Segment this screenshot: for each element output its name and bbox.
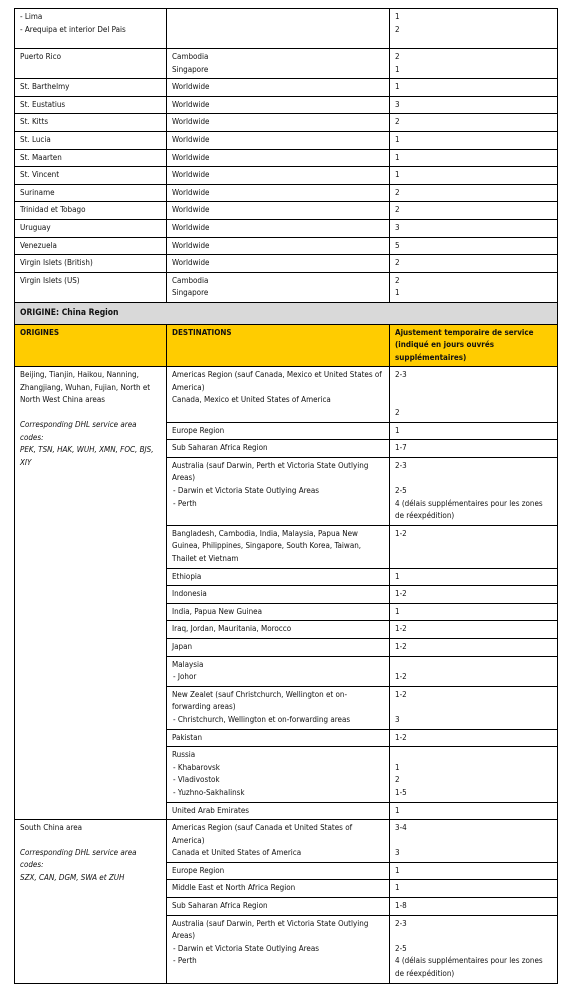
days-value — [395, 394, 552, 407]
destination-text: Singapore — [172, 288, 209, 298]
days-value — [395, 701, 552, 714]
destination-cell — [167, 79, 390, 97]
destination-text: - Vladivostok — [173, 775, 220, 785]
days-cell — [390, 729, 558, 747]
days-value: 2 — [395, 52, 400, 61]
days-value: 2 — [395, 117, 400, 127]
destination-cell — [167, 525, 390, 568]
origin-cell — [15, 219, 167, 237]
days-value: 1 — [395, 425, 400, 435]
origin-text: Suriname — [20, 187, 55, 197]
origin-cell — [15, 255, 167, 273]
days-cell — [390, 49, 558, 79]
destination-cell — [167, 149, 390, 167]
origin-cell — [15, 167, 167, 185]
destination-text: Pakistan — [172, 732, 203, 742]
table-row — [15, 9, 558, 49]
destination-text: - Yuzhno-Sakhalinsk — [173, 787, 245, 797]
destination-text: Russia — [172, 750, 196, 760]
table-row — [15, 131, 558, 149]
destination-text: Canada, Mexico et United States of America — [172, 395, 331, 405]
table-row — [15, 255, 558, 273]
destination-text: Iraq, Jordan, Mauritania, Morocco — [172, 624, 292, 634]
days-value: 5 — [395, 240, 400, 250]
destination-cell — [167, 820, 390, 863]
destination-cell — [167, 603, 390, 621]
destination-text: Singapore — [172, 64, 209, 74]
days-value: 1 — [395, 883, 400, 893]
origin-text: St. Vincent — [20, 170, 60, 180]
destination-cell — [167, 898, 390, 916]
table-row — [15, 367, 558, 422]
table-row — [15, 202, 558, 220]
days-cell — [390, 202, 558, 220]
destination-text: Worldwide — [172, 82, 210, 92]
days-cell — [390, 457, 558, 525]
days-value: 1-2 — [395, 689, 407, 699]
days-cell — [390, 603, 558, 621]
origin-text: Venezuela — [20, 240, 57, 250]
days-value: 2-5 — [395, 943, 407, 953]
destination-cell — [167, 862, 390, 880]
days-cell — [390, 114, 558, 132]
destination-cell — [167, 802, 390, 820]
days-value: 1 — [395, 571, 400, 581]
table-row — [15, 79, 558, 97]
days-value: 1 — [395, 134, 400, 144]
days-value: 1-5 — [395, 787, 407, 797]
destination-text: Cambodia — [172, 275, 209, 285]
origin-cell — [15, 367, 167, 820]
origin-cell — [15, 114, 167, 132]
destination-cell — [167, 131, 390, 149]
days-value: 1 — [395, 82, 400, 92]
days-cell — [390, 367, 558, 422]
destination-text: - Christchurch, Wellington et on-forwarding areas — [173, 714, 351, 724]
destination-text: - Darwin et Victoria State Outlying Areas — [173, 943, 319, 953]
service-codes-label: Corresponding DHL service area codes: — [20, 420, 137, 442]
destination-cell — [167, 9, 390, 49]
origin-text: - Lima — [20, 12, 43, 21]
destination-text: Worldwide — [172, 170, 210, 180]
days-value: 3 — [395, 848, 400, 858]
destination-text: Americas Region (sauf Canada et United States of America) — [172, 823, 353, 845]
origin-text: Puerto Rico — [20, 52, 62, 61]
table-row — [15, 149, 558, 167]
origin-cell — [15, 49, 167, 79]
document-page — [14, 8, 557, 984]
days-cell — [390, 638, 558, 656]
destination-text: Worldwide — [172, 258, 210, 268]
table-row — [15, 820, 558, 863]
days-value: 1-2 — [395, 732, 407, 742]
destination-cell — [167, 49, 390, 79]
origin-cell — [15, 9, 167, 49]
table-row — [15, 237, 558, 255]
days-value: 2-3 — [395, 370, 407, 380]
days-cell — [390, 79, 558, 97]
spacer — [20, 407, 161, 419]
days-value: 1-2 — [395, 624, 407, 634]
days-cell — [390, 440, 558, 458]
destination-text: Europe Region — [172, 425, 225, 435]
destination-text: Ethiopia — [172, 571, 202, 581]
destination-text: Indonesia — [172, 589, 207, 599]
destination-text: India, Papua New Guinea — [172, 606, 262, 616]
days-cell — [390, 96, 558, 114]
days-cell — [390, 568, 558, 586]
days-cell — [390, 862, 558, 880]
destination-cell — [167, 586, 390, 604]
origin-cell — [15, 237, 167, 255]
destination-text: Sub Saharan Africa Region — [172, 901, 268, 911]
days-value: 3-4 — [395, 823, 407, 833]
days-value: 2-5 — [395, 486, 407, 496]
days-value: 1 — [395, 288, 400, 298]
destination-text: Sub Saharan Africa Region — [172, 443, 268, 453]
days-value: 1 — [395, 762, 400, 772]
column-header-adjustment: Ajustement temporaire de service (indiqué en jours ouvrés supplémentaires) — [390, 324, 558, 367]
origin-text: St. Maarten — [20, 152, 62, 162]
days-value: 1 — [395, 12, 400, 21]
days-value: 2 — [395, 775, 400, 785]
days-value: 2 — [395, 258, 400, 268]
table-row — [15, 114, 558, 132]
days-value: 1 — [395, 64, 400, 74]
days-value: 4 (délais supplémentaires pour les zones de réexpédition) — [395, 956, 543, 979]
days-cell — [390, 9, 558, 49]
origin-text: Uruguay — [20, 222, 51, 232]
service-table — [14, 8, 558, 984]
table-row — [15, 96, 558, 114]
destination-text: Canada et United States of America — [172, 848, 302, 858]
days-value: 1 — [395, 170, 400, 180]
destination-text: Japan — [172, 641, 193, 651]
destination-text: Worldwide — [172, 187, 210, 197]
origin-text: South China area — [20, 823, 83, 833]
days-cell — [390, 255, 558, 273]
days-value: 2 — [395, 408, 400, 418]
days-cell — [390, 167, 558, 185]
destination-cell — [167, 656, 390, 686]
days-value: 1-2 — [395, 641, 407, 651]
origin-text: Trinidad et Tobago — [20, 205, 86, 215]
days-cell — [390, 131, 558, 149]
days-cell — [390, 272, 558, 302]
destination-text: - Khabarovsk — [173, 762, 220, 772]
destination-text: New Zealet (sauf Christchurch, Wellington et on-forwarding areas) — [172, 689, 348, 712]
origin-cell — [15, 820, 167, 984]
days-cell — [390, 237, 558, 255]
destination-text: United Arab Emirates — [172, 805, 250, 815]
days-cell — [390, 656, 558, 686]
destination-text: Worldwide — [172, 240, 210, 250]
destination-cell — [167, 237, 390, 255]
destination-cell — [167, 219, 390, 237]
days-value — [395, 835, 552, 848]
origin-text: St. Barthelmy — [20, 82, 70, 92]
days-value: 1 — [395, 865, 400, 875]
destination-cell — [167, 422, 390, 440]
table-row — [15, 272, 558, 302]
origin-cell — [15, 202, 167, 220]
days-value: 4 (délais supplémentaires pour les zones de réexpédition) — [395, 498, 543, 521]
destination-cell — [167, 638, 390, 656]
days-value: 3 — [395, 99, 400, 109]
destination-cell — [167, 568, 390, 586]
origin-text: St. Eustatius — [20, 99, 66, 109]
days-cell — [390, 898, 558, 916]
destination-text: Australia (sauf Darwin, Perth et Victoria State Outlying Areas) — [172, 460, 369, 483]
destination-text: Worldwide — [172, 134, 210, 144]
destination-text: - Darwin et Victoria State Outlying Areas — [173, 486, 319, 496]
days-value: 3 — [395, 714, 400, 724]
origin-text: St. Kitts — [20, 117, 49, 127]
days-value: 2 — [395, 24, 400, 34]
days-cell — [390, 747, 558, 802]
origin-text: St. Lucia — [20, 134, 51, 144]
days-value: 1 — [395, 805, 400, 815]
spacer — [20, 835, 161, 847]
destination-text: Bangladesh, Cambodia, India, Malaysia, Papua New Guinea, Philippines, Singapore, South Korea, Taiwan, Thailet et Vietnam — [172, 528, 362, 563]
destination-text: Australia (sauf Darwin, Perth et Victoria State Outlying Areas) — [172, 918, 369, 941]
destination-text: Worldwide — [172, 99, 210, 109]
destination-text: - Perth — [173, 956, 197, 966]
days-value — [395, 930, 552, 943]
destination-text: Americas Region (sauf Canada, Mexico et United States of America) — [172, 370, 382, 392]
destination-text: - Johor — [173, 672, 197, 682]
days-value — [395, 749, 552, 762]
days-cell — [390, 586, 558, 604]
origin-text: - Arequipa et interior Del Pais — [20, 24, 126, 34]
origin-cell — [15, 96, 167, 114]
days-cell — [390, 802, 558, 820]
days-value — [395, 472, 552, 485]
service-codes-label: Corresponding DHL service area codes: — [20, 847, 137, 870]
destination-text: Cambodia — [172, 52, 209, 61]
table-row — [15, 167, 558, 185]
days-value — [395, 382, 552, 395]
days-value: 1-2 — [395, 589, 407, 599]
origin-cell — [15, 184, 167, 202]
column-header-origins: ORIGINES — [15, 324, 167, 367]
origin-text: Virgin Islets (US) — [20, 275, 80, 285]
destination-cell — [167, 367, 390, 422]
destination-text: Middle East et North Africa Region — [172, 883, 296, 893]
destination-cell — [167, 747, 390, 802]
days-cell — [390, 915, 558, 983]
days-cell — [390, 820, 558, 863]
table-row — [15, 219, 558, 237]
destination-cell — [167, 686, 390, 729]
days-cell — [390, 880, 558, 898]
destination-text: - Perth — [173, 498, 197, 508]
days-cell — [390, 219, 558, 237]
destination-cell — [167, 729, 390, 747]
days-cell — [390, 686, 558, 729]
destination-text: Worldwide — [172, 117, 210, 127]
days-cell — [390, 149, 558, 167]
destination-text: Malaysia — [172, 659, 204, 669]
destination-cell — [167, 114, 390, 132]
days-value: 3 — [395, 222, 400, 232]
destination-cell — [167, 255, 390, 273]
days-value: 1-2 — [395, 672, 407, 682]
days-value: 1-7 — [395, 443, 407, 453]
destination-text: Worldwide — [172, 152, 210, 162]
destination-text: Europe Region — [172, 865, 225, 875]
destination-cell — [167, 621, 390, 639]
destination-cell — [167, 440, 390, 458]
days-value: 2 — [395, 187, 400, 197]
days-cell — [390, 525, 558, 568]
days-value: 1-2 — [395, 528, 407, 538]
destination-text: Worldwide — [172, 205, 210, 215]
days-value: 2-3 — [395, 460, 407, 470]
service-codes: SZX, CAN, DGM, SWA et ZUH — [20, 872, 125, 882]
destination-cell — [167, 167, 390, 185]
origin-cell — [15, 131, 167, 149]
table-row — [15, 49, 558, 79]
days-value: 1 — [395, 606, 400, 616]
destination-cell — [167, 915, 390, 983]
service-codes: PEK, TSN, HAK, WUH, XMN, FOC, BJS, XIY — [20, 445, 154, 467]
days-value: 2 — [395, 205, 400, 215]
days-value: 1-8 — [395, 901, 407, 911]
days-cell — [390, 621, 558, 639]
days-cell — [390, 184, 558, 202]
header-row — [15, 324, 558, 367]
origin-text: Beijing, Tianjin, Haikou, Nanning, Zhangjiang, Wuhan, Fujian, North et North West China areas — [20, 370, 151, 405]
origin-cell — [15, 79, 167, 97]
destination-cell — [167, 96, 390, 114]
destination-cell — [167, 457, 390, 525]
table-row — [15, 184, 558, 202]
destination-cell — [167, 202, 390, 220]
days-value — [395, 659, 552, 672]
destination-cell — [167, 880, 390, 898]
section-row — [15, 302, 558, 324]
days-value: 2 — [395, 275, 400, 285]
days-value: 2-3 — [395, 918, 407, 928]
days-value: 1 — [395, 152, 400, 162]
origin-cell — [15, 272, 167, 302]
destination-cell — [167, 184, 390, 202]
destination-text: Worldwide — [172, 222, 210, 232]
column-header-destinations: DESTINATIONS — [167, 324, 390, 367]
origin-text: Virgin Islets (British) — [20, 258, 93, 268]
section-title: ORIGINE: China Region — [15, 302, 558, 324]
origin-cell — [15, 149, 167, 167]
destination-cell — [167, 272, 390, 302]
days-cell — [390, 422, 558, 440]
